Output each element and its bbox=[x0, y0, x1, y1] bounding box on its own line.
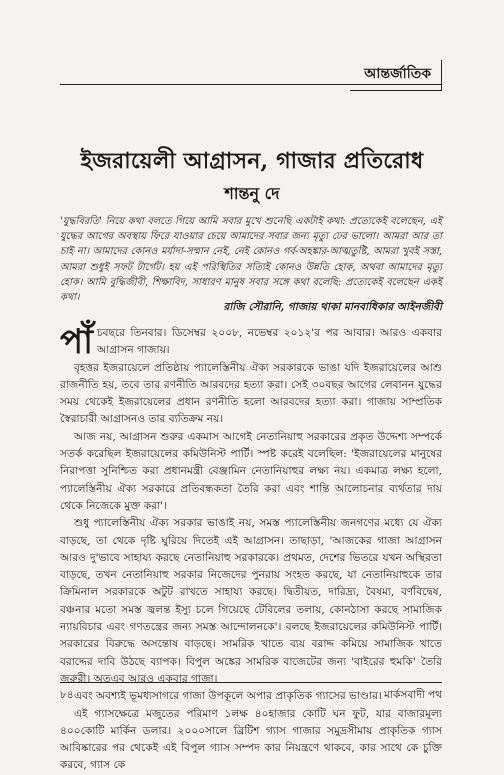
paragraph: আজ নয়, আগ্রাসন শুরুর একমাস আগেই নেতানিয়াহু সরকারের প্রকৃত উদ্দেশ্য সম্পর্কে সতর্ক করেছিল ইজরায়েলের কমিউনিস্ট পার্টি। স্পষ্ট করেই বলেছিল: 'ইজরায়েলের মানুষের নিরাপত্তা সুনিশ্চিত করা প্রধানমন্ত্রী বেঞ্জামিন নেতানিয়াহুর লক্ষ্য নয়। একমাত্র লক্ষ্য হলো, প্যালেস্তিনীয় ঐক্য সরকারে প্রতিবন্ধকতা তৈরি করা এবং শান্তি আলোচনার ব্যর্থতার দায় থেকে নিজেকে মুক্ত করা'। bbox=[60, 430, 442, 512]
paragraph: শুধু প্যালেস্তিনীয় ঐক্য সরকার ভাঙাই নয়, সমস্ত প্যালেস্তিনীয় জনগণের মধ্যে যে ঐক্য বাড়ছে, তা থেকে দৃষ্টি ঘুরিয়ে দিতেই এই আগ্রাসন। তাছাড়া, 'আজকের গাজা আগ্রাসন আরও দু'ভাবে সাহায্য করছে নেতানিয়াহু সরকারকে। প্রথমত, দেশের ভিতরে যখন অস্থিরতা বাড়ছে, তখন নেতানিয়াহু সরকার নিজেদের পুনরায় সংহত করছে, যা নেতানিয়াহুকে তার ক্রিমিনাল সরকারকে অটুট রাখতে সাহায্য করছে। দ্বিতীয়ত, দারিদ্র্য, বৈষম্য, বর্ণবিদ্বেষ, বঞ্চনার মতো সমস্ত জ্বলন্ত ইস্যু চলে গিয়েছে টেবিলের তলায়, কোনঠাসা করছে সামাজিক ন্যায়বিচার এবং গণতন্ত্রের জন্য সমস্ত আন্দোলনকে'। বলছে ইজরায়েলের কমিউনিস্ট পার্টি। সরকারের বিরুদ্ধে অসন্তোষ বাড়ছে। সামরিক খাতে ব্যয় বরাদ্দ কমিয়ে সামাজিক খাতে বরাদ্দের দাবি উঠছে ব্যাপক। বিপুল অঙ্কের সামরিক বাজেটের জন্য 'বাইরের হুমকি' তৈরি জরুরী। অতএব আরও একবার গাজা। bbox=[60, 517, 442, 685]
paragraph: এই গ্যাসক্ষেত্রে মজুতের পরিমাণ ১লক্ষ ৪০হাজার কোটি ঘন ফুট, যার বাজারমূল্য ৪০০কোটি মার্কিন ডলার। ২০০০সালে ব্রিটিশ গ্যাস গাজার সমুদ্রসীমায় প্রাকৃতিক গ্যাস আবিষ্কারের পর থেকেই এই বিপুল গ্যাস সম্পদ কার নিয়ন্ত্রণে থাকবে, কার সাথে কে চুক্তি করবে, গ্যাস কে bbox=[60, 707, 442, 772]
paragraph: বৃহত্তর ইজরায়েলে প্রতিষ্ঠায় প্যালেস্তিনীয় ঐক্য সরকারকে ভাঙা যদি ইজরায়েলের আশু রাজনীতি হয়, তবে তার রণনীতি আরবদের হত্যা করা। সেই ৩০বছর আগের লেবানন যুদ্ধের সময় থেকেই ইজরায়েলের প্রধান রণনীতি হলো আরবদের হত্যা করা। গাজায় সাম্প্রতিক স্বৈরাচারী আগ্রাসনও তার ব্যতিক্রম নয়। bbox=[60, 361, 442, 426]
footer-rule bbox=[60, 682, 442, 683]
dropcap: পাঁ bbox=[60, 322, 93, 362]
page-number: ৮৪ bbox=[60, 689, 74, 701]
section-label: আন্তর্জাতিক bbox=[350, 60, 442, 91]
paragraph: পাঁচবছরে তিনবার। ডিসেম্বর ২০০৮, নভেম্বর ২০১২'র পর আবার। আরও একবার আগ্রাসন গাজায়। bbox=[60, 322, 442, 362]
article-body bbox=[60, 322, 442, 775]
article-author: শান্তনু দে bbox=[224, 184, 280, 203]
paragraph: এবং অবশ্যই ভূমধ্যসাগরে গাজা উপকূলে অপার প্রাকৃতিক গ্যাসের ভাণ্ডার। bbox=[74, 690, 382, 703]
epigraph-quote: 'যুদ্ধবিরতি' নিয়ে কথা বলতে গিয়ে আমি সবার মুখে শুনেছি একটাই কথা: প্রত্যেকেই বলেছেন, এই যুদ্ধের আগের অবস্থায় ফিরে যাওয়ার চেয়ে আমাদের সবার জন্য মৃত্যু ঢের ভালো। আমরা আর তা চাই না। আমাদের কোনও মর্যাদা-সম্মান নেই, নেই কোনও গর্ব-অহঙ্কার-আত্মতুষ্টি, আমরা খুবই সস্তা, আমরা শুধুই সফট টার্গেট। হয় এই পরিস্থিতির সত্যিই কোনও উন্নতি হোক, অথবা আমাদের মৃত্যু হোক। আমি বুদ্ধিজীবী, শিক্ষাবিদ, সাধারণ মানুষ সবার সঙ্গে কথা বলেছি: প্রত্যেকেই বলেছেন একই কথা। bbox=[60, 216, 442, 304]
journal-name: মার্কসবাদী পথ bbox=[384, 689, 442, 701]
epigraph-attribution: রাজি সৌরানি, গাজায় থাকা মানবাধিকার আইনজীবী bbox=[223, 301, 442, 313]
article-title: ইজরায়েলী আগ্রাসন, গাজার প্রতিরোধ bbox=[80, 148, 424, 174]
